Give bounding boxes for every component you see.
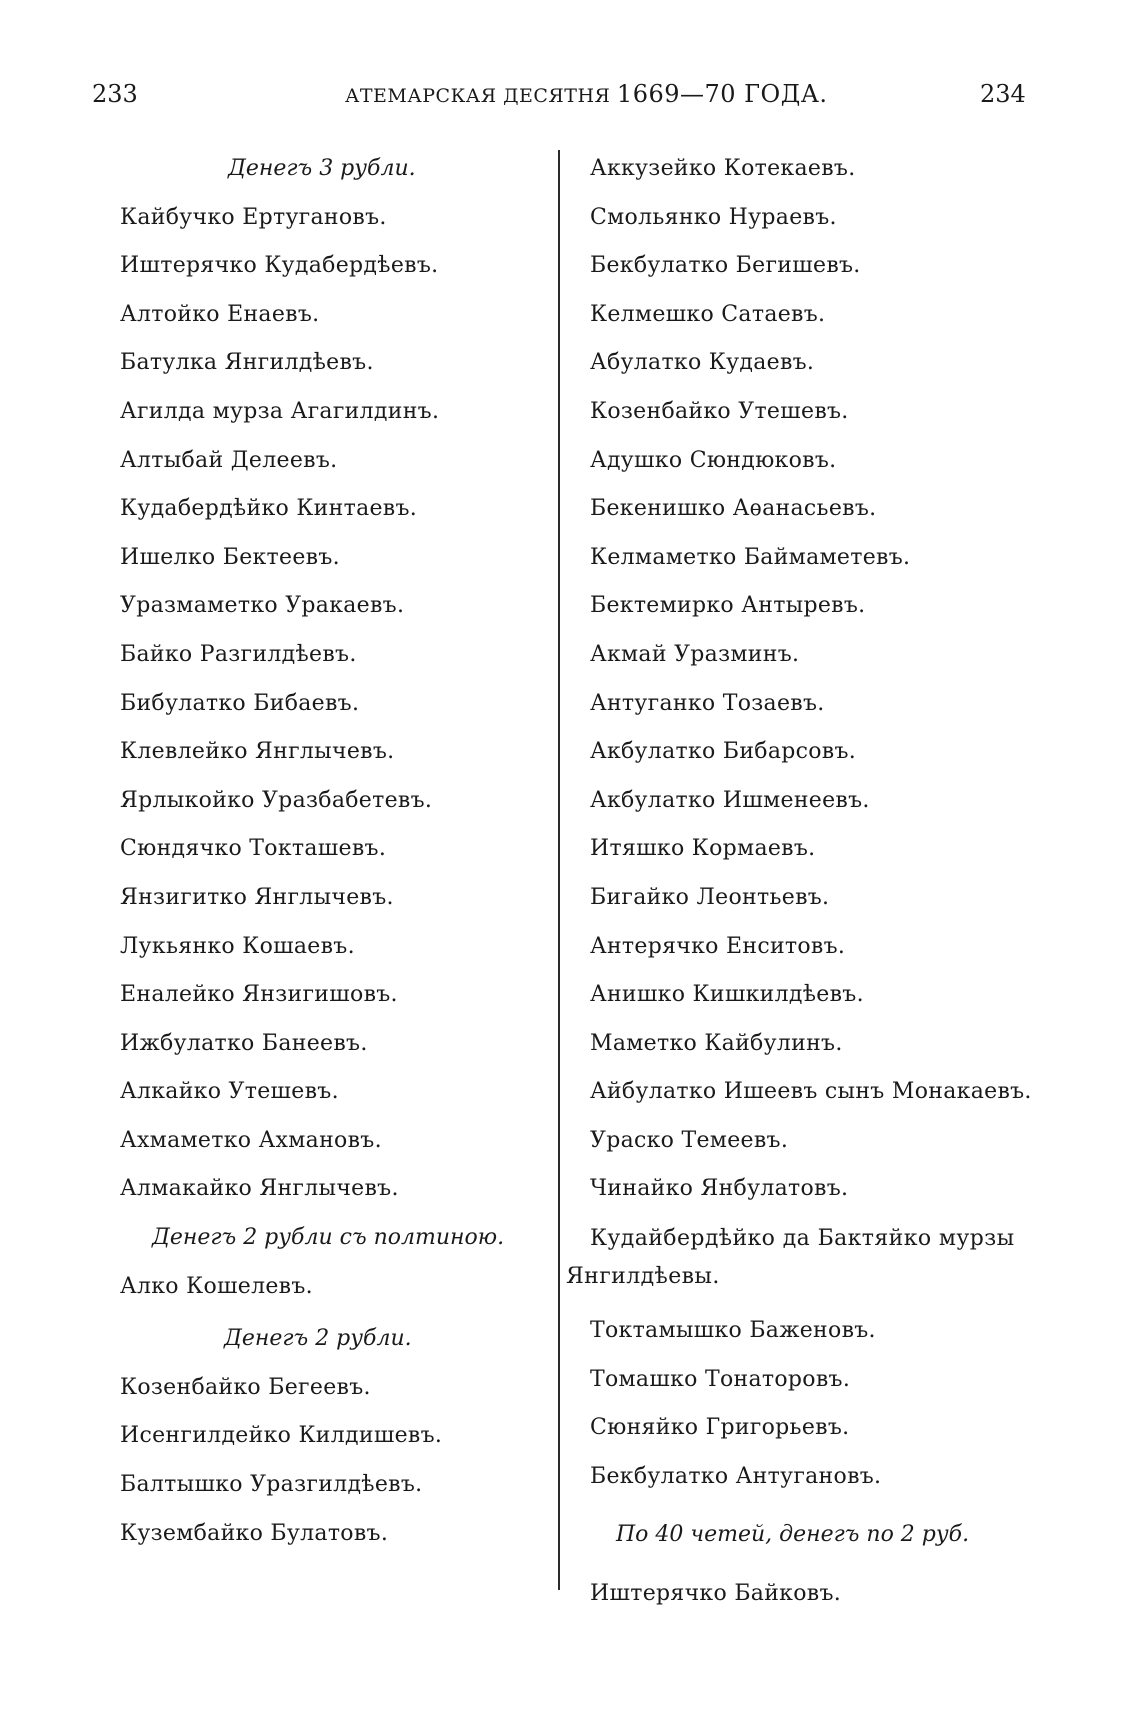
- running-title-years: 1669—70 ГОДА.: [616, 80, 828, 108]
- list-item: Козенбайко Утешевъ.: [590, 398, 849, 424]
- name-list: [590, 1570, 1030, 1619]
- list-item: Сюняйко Григорьевъ.: [590, 1415, 850, 1441]
- list-item: Сюндячко Токташевъ.: [120, 836, 387, 862]
- list-item: Уразмаметко Уракаевъ.: [120, 593, 405, 619]
- name-list: [120, 1364, 540, 1558]
- list-item: Исенгилдейко Килдишевъ.: [120, 1423, 443, 1449]
- wrapped-entry-line-1: Кудайбердѣйко да Бактяйко мурзы: [590, 1226, 1015, 1252]
- list-item: Бекбулатко Антугановъ.: [590, 1463, 882, 1489]
- running-title: [345, 82, 828, 106]
- name-list: [120, 1263, 540, 1312]
- list-item: Адушко Сюндюковъ.: [590, 447, 837, 473]
- list-item: Кудабердѣйко Кинтаевъ.: [120, 496, 418, 522]
- section-heading: Денегъ 2 рубли съ полтиною.: [152, 1225, 505, 1251]
- list-item: Алко Кошелевъ.: [120, 1273, 313, 1299]
- list-item: Янзигитко Янглычевъ.: [120, 884, 394, 910]
- list-item: Антуганко Тозаевъ.: [590, 690, 825, 716]
- list-item: Токтамышко Баженовъ.: [590, 1318, 876, 1344]
- section-heading: Денегъ 2 рубли.: [224, 1326, 412, 1352]
- list-item: Алкайко Утешевъ.: [120, 1079, 339, 1105]
- name-list: [120, 194, 540, 1214]
- list-item: Лукьянко Кошаевъ.: [120, 933, 355, 959]
- list-item: Келмаметко Баймаметевъ.: [590, 544, 911, 570]
- list-item: Ишелко Бектеевъ.: [120, 544, 340, 570]
- list-item: Алтойко Енаевъ.: [120, 301, 320, 327]
- list-item: Акбулатко Ишменеевъ.: [590, 787, 870, 813]
- list-item: Алтыбай Делеевъ.: [120, 447, 338, 473]
- wrapped-entry-line-2: Янгилдѣевы.: [566, 1264, 720, 1290]
- list-item: Келмешко Сатаевъ.: [590, 301, 826, 327]
- list-item: Акбулатко Бибарсовъ.: [590, 739, 857, 765]
- page-number-left: 233: [92, 80, 138, 108]
- list-item: Агилда мурза Агагилдинъ.: [120, 398, 440, 424]
- list-item: Акмай Уразминъ.: [590, 641, 800, 667]
- section-heading: Денегъ 3 рубли.: [228, 156, 416, 181]
- list-item: Кузембайко Булатовъ.: [120, 1520, 389, 1546]
- list-item: Анишко Кишкилдѣевъ.: [590, 982, 864, 1008]
- list-item: Иштерячко Байковъ.: [590, 1581, 842, 1607]
- list-item: Маметко Кайбулинъ.: [590, 1030, 843, 1056]
- list-item: Томашко Тонаторовъ.: [590, 1366, 851, 1392]
- list-item: Байко Разгилдѣевъ.: [120, 641, 357, 667]
- list-item: Бигайко Леонтьевъ.: [590, 884, 830, 910]
- list-item: Чинайко Янбулатовъ.: [590, 1176, 849, 1202]
- running-title-main: АТЕМАРСКАЯ ДЕСЯТНЯ: [345, 85, 611, 107]
- column-divider: [558, 150, 560, 1590]
- list-item: Бекбулатко Бегишевъ.: [590, 253, 861, 279]
- list-item: Еналейко Янзигишовъ.: [120, 982, 398, 1008]
- page-number-right: 234: [980, 80, 1026, 108]
- list-item: Итяшко Кормаевъ.: [590, 836, 816, 862]
- list-item: Козенбайко Бегеевъ.: [120, 1374, 371, 1400]
- list-item: Бекенишко Аѳанасьевъ.: [590, 496, 877, 522]
- list-item: Кайбучко Ертугановъ.: [120, 204, 387, 230]
- list-item: Клевлейко Янглычевъ.: [120, 739, 395, 765]
- list-item: Абулатко Кудаевъ.: [590, 350, 815, 376]
- list-item: Иштерячко Кудабердѣевъ.: [120, 253, 439, 279]
- list-item: Аккузейко Котекаевъ.: [590, 156, 856, 181]
- left-column: [120, 145, 540, 1558]
- right-column: [566, 145, 1032, 1619]
- section-heading: По 40 четей, денегъ по 2 руб.: [616, 1522, 970, 1548]
- list-item: Смольянко Нураевъ.: [590, 204, 837, 230]
- list-item: Балтышко Уразгилдѣевъ.: [120, 1472, 423, 1498]
- wrapped-entry: [566, 1220, 1030, 1307]
- list-item: Алмакайко Янглычевъ.: [120, 1176, 399, 1202]
- name-list: [590, 145, 1030, 1214]
- name-list: [590, 1307, 1030, 1501]
- list-item: Ураско Темеевъ.: [590, 1127, 789, 1153]
- list-item: Айбулатко Ишеевъ сынъ Монакаевъ.: [590, 1079, 1032, 1105]
- list-item: Бектемирко Антыревъ.: [590, 593, 866, 619]
- list-item: Ахмаметко Ахмановъ.: [120, 1127, 382, 1153]
- list-item: Батулка Янгилдѣевъ.: [120, 350, 374, 376]
- list-item: Антерячко Енситовъ.: [590, 933, 846, 959]
- list-item: Ярлыкойко Уразбабетевъ.: [120, 787, 433, 813]
- list-item: Ижбулатко Банеевъ.: [120, 1030, 368, 1056]
- list-item: Бибулатко Бибаевъ.: [120, 690, 360, 716]
